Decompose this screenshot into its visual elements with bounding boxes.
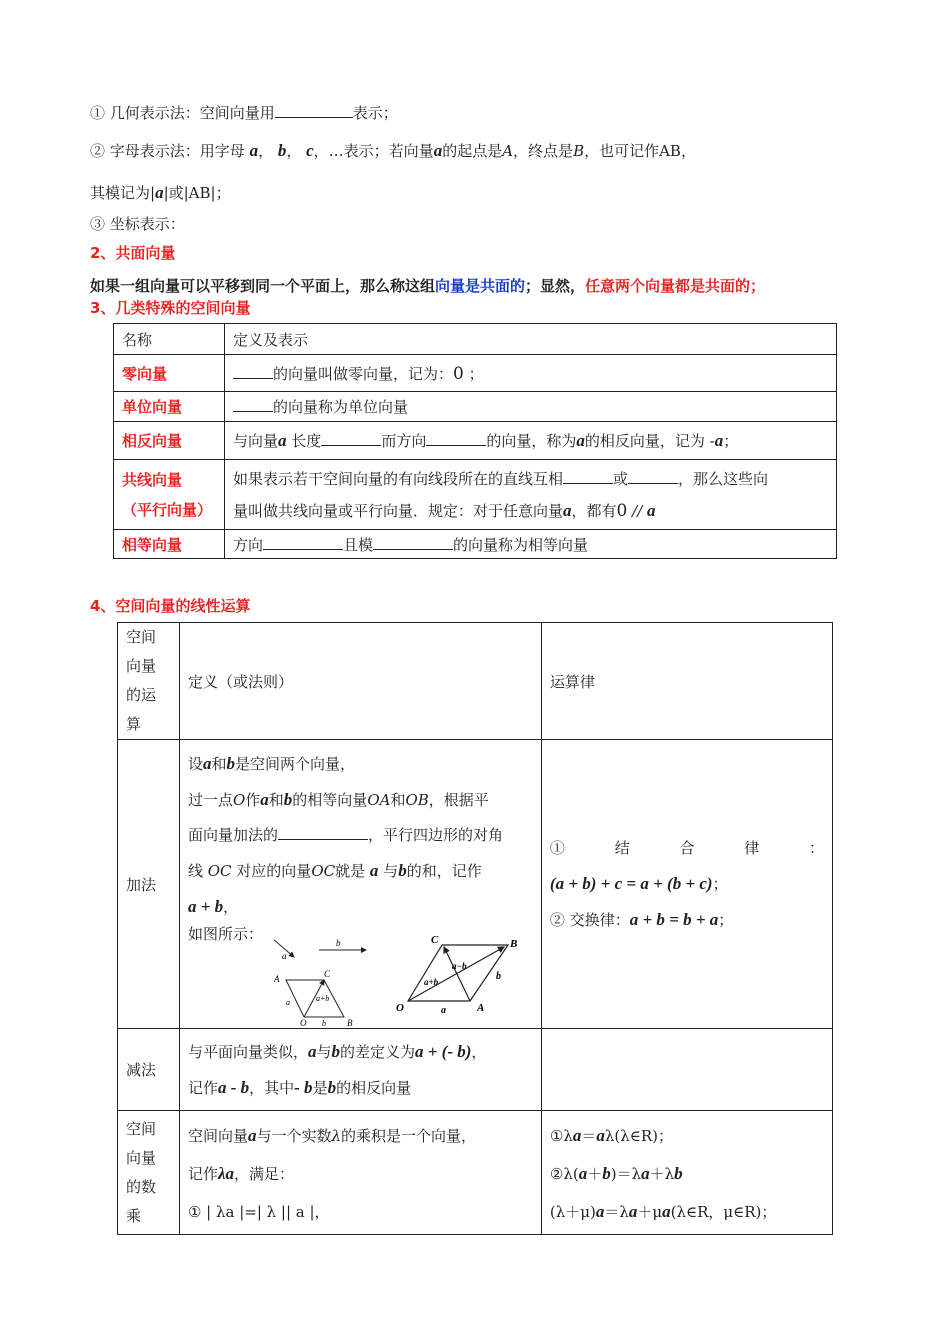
header-name: 名称: [114, 324, 225, 355]
letter-rep-line: ② 字母表示法：用字母 a， b， c，…表示；若向量a的起点是A，终点是B，也可记作AB，: [90, 141, 696, 160]
row-name: 相反向量: [114, 422, 225, 460]
row-name: 相等向量: [114, 530, 225, 559]
geometric-rep-line: ① 几何表示法：空间向量用 表示；: [90, 104, 398, 122]
table-header-row: [114, 324, 837, 355]
label-C-left: C: [323, 969, 330, 979]
label-b-left: b: [321, 1019, 326, 1027]
table-row: [114, 355, 837, 392]
subtraction-laws: [541, 1029, 832, 1111]
table-row: [114, 460, 837, 530]
label-amb-right: a−b: [451, 961, 467, 971]
table-row: [114, 392, 837, 422]
section-3-title: 3、几类特殊的空间向量: [90, 299, 251, 317]
left-parallelogram: [286, 980, 344, 1017]
table-header-row: [118, 623, 833, 740]
right-diagonal-diff: [444, 947, 470, 1001]
subtraction-definition: 与平面向量类似，a与b的差定义为a + (- b)， 记作a - b，其中- b是b的相反向量: [179, 1029, 541, 1111]
label-A-right: A: [476, 1002, 485, 1014]
label-C-right: C: [430, 934, 439, 946]
table-row: [114, 530, 837, 559]
table-row-addition: [118, 740, 833, 1029]
header-definition: 定义（或法则）: [179, 623, 541, 740]
label-a: a: [281, 951, 287, 961]
section-4-title: 4、空间向量的线性运算: [90, 597, 251, 615]
addition-laws: ① 结 合 律 ： (a + b) + c = a + (b + c)； ② 交换律：a + b = b + a；: [541, 740, 832, 1029]
header-laws: 运算律: [541, 623, 832, 740]
label-B-right: B: [509, 938, 518, 950]
label-b-right: b: [495, 971, 501, 982]
modulus-line: 其模记为|a|或|AB|；: [90, 183, 231, 202]
row-definition: 如果表示若干空间向量的有向线段所在的直线互相 或 ，那么这些向 量叫做共线向量或平行向量．规定：对于任意向量a，都有0 // a: [225, 460, 837, 530]
op-name: 加法: [118, 740, 180, 1029]
right-diagonal-sum: [408, 947, 504, 1001]
scalar-mult-laws: ①λa＝aλ(λ∈R)； ②λ(a＋b)＝λa＋λb (λ＋μ)a＝λa＋μa(λ∈R，μ∈R)；: [541, 1111, 832, 1235]
row-name: 单位向量: [114, 392, 225, 422]
row-name: 共线向量 （平行向量）: [114, 460, 225, 530]
header-operation: 空间 向量 的运 算: [118, 623, 180, 740]
table-row-scalar-mult: [118, 1111, 833, 1235]
row-definition: 方向 且模 的向量称为相等向量: [225, 530, 837, 559]
coplanar-statement: 如果一组向量可以平移到同一个平面上，那么称这组向量是共面的；显然，任意两个向量都是共面的；: [90, 277, 766, 295]
label-O-right: O: [395, 1002, 404, 1014]
op-name: 空间 向量 的数 乘: [118, 1111, 180, 1235]
table-row: [114, 422, 837, 460]
special-vectors-table: [113, 323, 837, 559]
op-name: 减法: [118, 1029, 180, 1111]
label-a-left: a: [285, 998, 290, 1007]
label-apb-right: a+b: [423, 977, 439, 987]
coordinate-rep-line: ③ 坐标表示：: [90, 215, 185, 233]
label-b: b: [335, 938, 341, 948]
addition-definition: 设a和b是空间两个向量， 过一点O作a和b的相等向量OA和OB，根据平 面向量加法的 ，平行四边形的对角 线 OC 对应的向量OC就是 a 与b的和，记作 a + b， 如图所示： a b A C a a+b O b B C B a−b a+b b O a A: [179, 740, 541, 1029]
header-definition: 定义及表示: [225, 324, 837, 355]
row-definition: 与向量a 长度 而方向 的向量，称为a的相反向量，记为 -a；: [225, 422, 837, 460]
scalar-mult-definition: 空间向量a与一个实数λ的乘积是一个向量， 记作λa，满足： ① | λa |=| λ || a |，: [179, 1111, 541, 1235]
label-B-left: B: [346, 1018, 353, 1027]
section-2-title: 2、共面向量: [90, 244, 176, 262]
vector-addition-figure: [274, 927, 534, 1027]
row-definition: 的向量称为单位向量: [225, 392, 837, 422]
label-O-left: O: [299, 1018, 307, 1027]
label-A-left: A: [273, 974, 280, 984]
row-name: 零向量: [114, 355, 225, 392]
label-a-right: a: [440, 1005, 446, 1016]
linear-operations-table: [117, 622, 833, 1235]
row-definition: 的向量叫做零向量，记为：0 ；: [225, 355, 837, 392]
label-apb-left: a+b: [315, 994, 330, 1003]
table-row-subtraction: [118, 1029, 833, 1111]
